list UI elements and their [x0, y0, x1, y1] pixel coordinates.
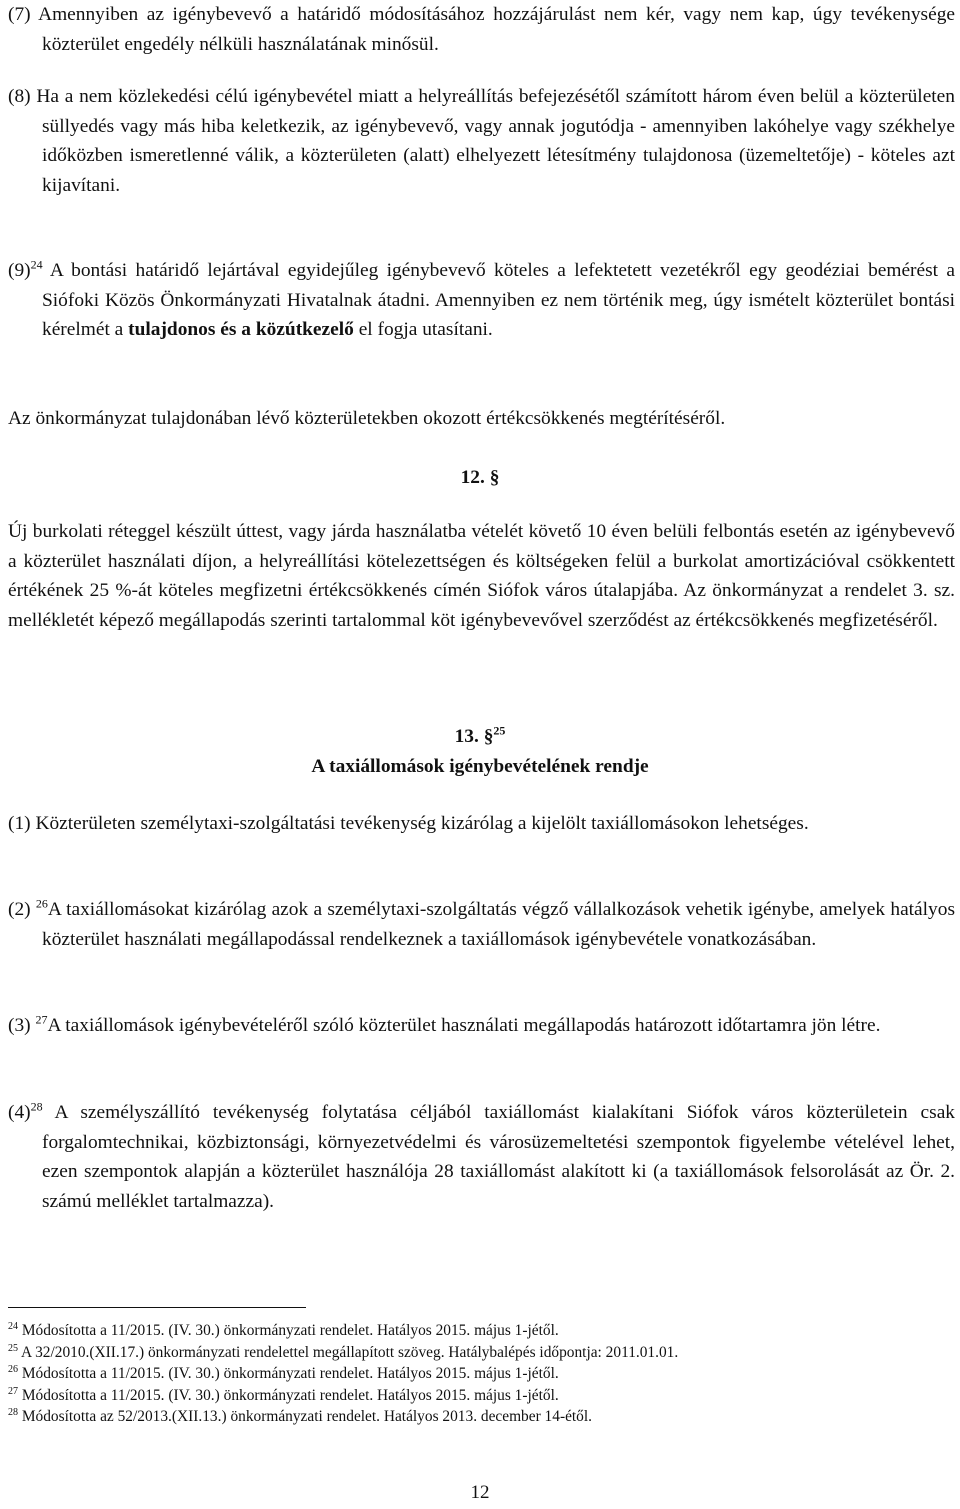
paragraph-9-text-1: A bontási határidő lejártával egyidejűleg igénybevevő köteles a lefektetett vezetékről egy geodéziai bemérést a Siófoki Közös Önkormányzati Hivatalnak átadni. Amennyiben ez nem történik meg, úgy ismételt közterület bontási kérelmét a [42, 260, 955, 340]
section-13-item-1: (1) Közterületen személytaxi-szolgáltatási tevékenység kizárólag a kijelölt taxiállomásokon lehetséges. [8, 813, 809, 834]
footnote-28: $^{28}$ Módosította az 52/2013.(XII.13.) önkormányzati rendelet. Hatályos 2013. december 14-étől. [8, 1407, 592, 1426]
paragraph-7: (7) Amennyiben az igénybevevő a határidő módosításához hozzájárulást nem kér, vagy nem kap, úgy tevékenysége közterület engedély nélküli használatának minősül. [8, 4, 955, 55]
footnote-ref-26: 26 [35, 896, 48, 911]
footnote-ref-24: 24 [30, 257, 43, 272]
footnote-ref-27: 27 [35, 1012, 48, 1027]
footnote-25: $^{25}$ A 32/2010.(XII.17.) önkormányzati rendelettel megállapított szöveg. Hatálybalépés időpontja: 2011.01.01. [8, 1342, 679, 1361]
section-12-heading: 12. § [460, 467, 500, 488]
paragraph-9-text-2: el fogja utasítani. [353, 319, 493, 340]
footnote-26: $^{26}$ Módosította a 11/2015. (IV. 30.) önkormányzati rendelet. Hatályos 2015. május 1-jétől. [8, 1364, 559, 1383]
section-13-heading: 13. §$^{25}$ [454, 723, 506, 747]
paragraph-8: (8) Ha a nem közlekedési célú igénybevétel miatt a helyreállítás befejezésétől számított három éven belül a közterületen süllyedés vagy más hiba keletkezik, az igénybevevő, vagy annak jogutódja - amennyiben lakóhelye vagy székhelye időközben ismeretlenné válik, a közterületen (alatt) elhelyezett létesítmény tulajdonosa (üzemeltetője) - köteles azt kijavítani. [8, 86, 955, 196]
footnote-separator [8, 1307, 306, 1308]
section-13-title: A taxiállomások igénybevételének rendje [311, 756, 649, 777]
footnote-ref-25: 25 [493, 723, 506, 738]
footnote-24: $^{24}$ Módosította a 11/2015. (IV. 30.) önkormányzati rendelet. Hatályos 2015. május 1-jétől. [8, 1320, 559, 1339]
paragraph-9 [8, 256, 955, 345]
footnote-ref-28: 28 [30, 1099, 43, 1114]
section-13-item-2: (2) $^{26}$A taxiállomásokat kizárólag azok a személytaxi-szolgáltatás végző vállalkozások vehetik igénybe, amelyek hatályos közterület használati megállapodással rendelkeznek a taxiállomások igénybevétele vonatkozásában. [8, 896, 955, 950]
paragraph-onkormanyzat: Az önkormányzat tulajdonában lévő közterületekben okozott értékcsökkenés megtérítéséről. [8, 408, 726, 429]
paragraph-9-number: (9) [8, 260, 31, 281]
section-12-text: Új burkolati réteggel készült úttest, vagy járda használatba vételét követő 10 éven belüli felbontás esetén az igénybevevő a közterület használati díjon, a helyreállítási kötelezettségen és költségeken felül a burkolat amortizációval csökkentett értékének 25 %-át köteles megfizetni értékcsökkenés címén Siófok város útalapjába. Az önkormányzat a rendelet 3. sz. mellékletét képező megállapodás szerinti tartalommal köt igénybevevővel szerződést az értékcsökkenés megfizetéséről. [8, 521, 955, 631]
paragraph-9-bold: tulajdonos és a közútkezelő [128, 319, 354, 340]
section-13-item-3: (3) $^{27}$A taxiállomások igénybevételéről szóló közterület használati megállapodás határozott időtartamra jön létre. [8, 1012, 881, 1036]
section-13-item-4: $(4)^{28}$ A személyszállító tevékenység folytatása céljából taxiállomást kialakítani Siófok város közterületein csak forgalomtechnikai, közbiztonsági, környezetvédelmi és városüzemeltetési szempontok figyelembe vételével lehet, ezen szempontok alapján a közterület használója 28 taxiállomást alakított ki (a taxiállomások felsorolását az Ör. 2. számú melléklet tartalmazza). [8, 1099, 955, 1212]
footnote-27: $^{27}$ Módosította a 11/2015. (IV. 30.) önkormányzati rendelet. Hatályos 2015. május 1-jétől. [8, 1385, 559, 1404]
footnotes [8, 1320, 958, 1428]
page-number: 12 [470, 1482, 490, 1503]
